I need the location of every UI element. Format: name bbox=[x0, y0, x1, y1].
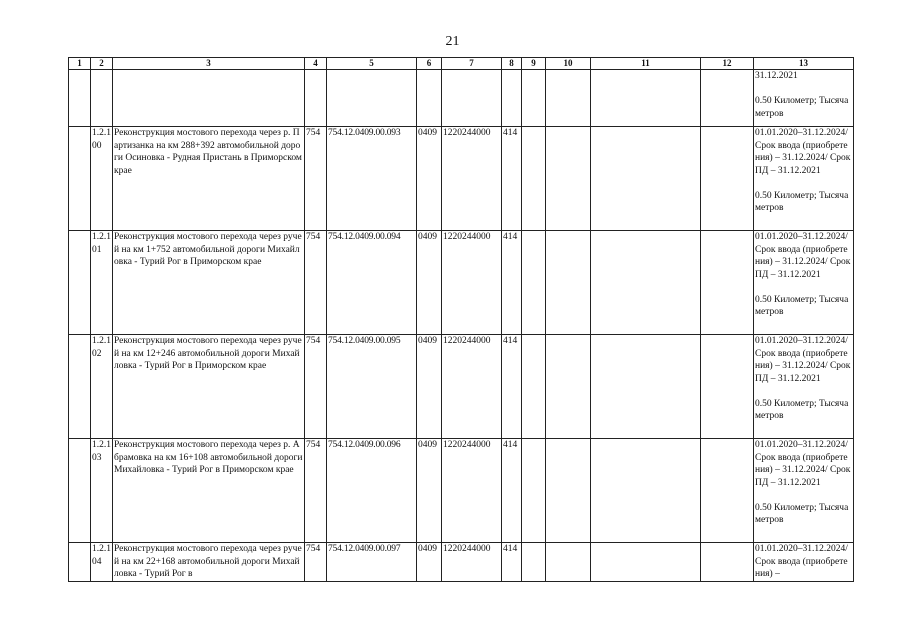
cell-object-name: Реконструкция мостового перехода через ручей на км 22+168 автомобильной дороги Михайловка - Турий Рог в bbox=[113, 543, 305, 582]
cell-7: 1220244000 bbox=[442, 231, 502, 335]
table-row bbox=[69, 231, 854, 335]
cell-13: 01.01.2020–31.12.2024/ Срок ввода (приобретения) – 31.12.2024/ Срок ПД – 31.12.2021 0.50 Километр; Тысяча метров bbox=[754, 231, 854, 335]
cell-13: 01.01.2020–31.12.2024/ Срок ввода (приобретения) – 31.12.2024/ Срок ПД – 31.12.2021 0.50 Километр; Тысяча метров bbox=[754, 127, 854, 231]
cell-5: 754.12.0409.00.095 bbox=[327, 335, 417, 439]
cell-8: 414 bbox=[502, 231, 522, 335]
cell-5: 754.12.0409.00.096 bbox=[327, 439, 417, 543]
col-header-6: 6 bbox=[417, 58, 442, 70]
col-header-10: 10 bbox=[546, 58, 591, 70]
col-header-12: 12 bbox=[701, 58, 754, 70]
cell-5: 754.12.0409.00.097 bbox=[327, 543, 417, 582]
cell-6: 0409 bbox=[417, 439, 442, 543]
table-row bbox=[69, 439, 854, 543]
cell-7: 1220244000 bbox=[442, 439, 502, 543]
col-header-7: 7 bbox=[442, 58, 502, 70]
col-header-2: 2 bbox=[91, 58, 113, 70]
cell-object-name: Реконструкция мостового перехода через р. Партизанка на км 288+392 автомобильной дороги Осиновка - Рудная Пристань в Приморском крае bbox=[113, 127, 305, 231]
cell-4: 754 bbox=[305, 231, 327, 335]
col-header-11: 11 bbox=[591, 58, 701, 70]
table-row bbox=[69, 543, 854, 582]
cell-13: 01.01.2020–31.12.2024/ Срок ввода (приобретения) – 31.12.2024/ Срок ПД – 31.12.2021 0.50 Километр; Тысяча метров bbox=[754, 335, 854, 439]
cell-5: 754.12.0409.00.093 bbox=[327, 127, 417, 231]
cell-6: 0409 bbox=[417, 543, 442, 582]
cell-4: 754 bbox=[305, 543, 327, 582]
cell-8: 414 bbox=[502, 127, 522, 231]
cell-4: 754 bbox=[305, 127, 327, 231]
cell-8: 414 bbox=[502, 335, 522, 439]
table-row bbox=[69, 335, 854, 439]
header-row bbox=[69, 58, 854, 70]
cell-7: 1220244000 bbox=[442, 543, 502, 582]
data-table bbox=[68, 57, 854, 582]
continuation-row bbox=[69, 70, 854, 127]
cell-4: 754 bbox=[305, 335, 327, 439]
col-header-9: 9 bbox=[522, 58, 546, 70]
cell-6: 0409 bbox=[417, 127, 442, 231]
cell-6: 0409 bbox=[417, 335, 442, 439]
cell-object-name: Реконструкция мостового перехода через р. Абрамовка на км 16+108 автомобильной дороги Михайловка - Турий Рог в Приморском крае bbox=[113, 439, 305, 543]
col-header-5: 5 bbox=[327, 58, 417, 70]
cell-7: 1220244000 bbox=[442, 127, 502, 231]
cell-number: 1.2.102 bbox=[91, 335, 113, 439]
cell-4: 754 bbox=[305, 439, 327, 543]
page-number: 21 bbox=[445, 34, 460, 49]
col-header-8: 8 bbox=[502, 58, 522, 70]
col-header-1: 1 bbox=[69, 58, 91, 70]
cell-8: 414 bbox=[502, 543, 522, 582]
cell-number: 1.2.101 bbox=[91, 231, 113, 335]
cell-number: 1.2.100 bbox=[91, 127, 113, 231]
cell-13: 31.12.2021 0.50 Километр; Тысяча метров bbox=[754, 70, 854, 127]
cell-8: 414 bbox=[502, 439, 522, 543]
col-header-3: 3 bbox=[113, 58, 305, 70]
cell-number: 1.2.103 bbox=[91, 439, 113, 543]
col-header-13: 13 bbox=[754, 58, 854, 70]
cell-object-name: Реконструкция мостового перехода через ручей на км 12+246 автомобильной дороги Михайловка - Турий Рог в Приморском крае bbox=[113, 335, 305, 439]
table-row bbox=[69, 127, 854, 231]
cell-6: 0409 bbox=[417, 231, 442, 335]
cell-13: 01.01.2020–31.12.2024/ Срок ввода (приобретения) – bbox=[754, 543, 854, 582]
cell-7: 1220244000 bbox=[442, 335, 502, 439]
cell-number: 1.2.104 bbox=[91, 543, 113, 582]
cell-object-name: Реконструкция мостового перехода через ручей на км 1+752 автомобильной дороги Михайловка - Турий Рог в Приморском крае bbox=[113, 231, 305, 335]
cell-13: 01.01.2020–31.12.2024/ Срок ввода (приобретения) – 31.12.2024/ Срок ПД – 31.12.2021 0.50 Километр; Тысяча метров bbox=[754, 439, 854, 543]
cell-5: 754.12.0409.00.094 bbox=[327, 231, 417, 335]
col-header-4: 4 bbox=[305, 58, 327, 70]
